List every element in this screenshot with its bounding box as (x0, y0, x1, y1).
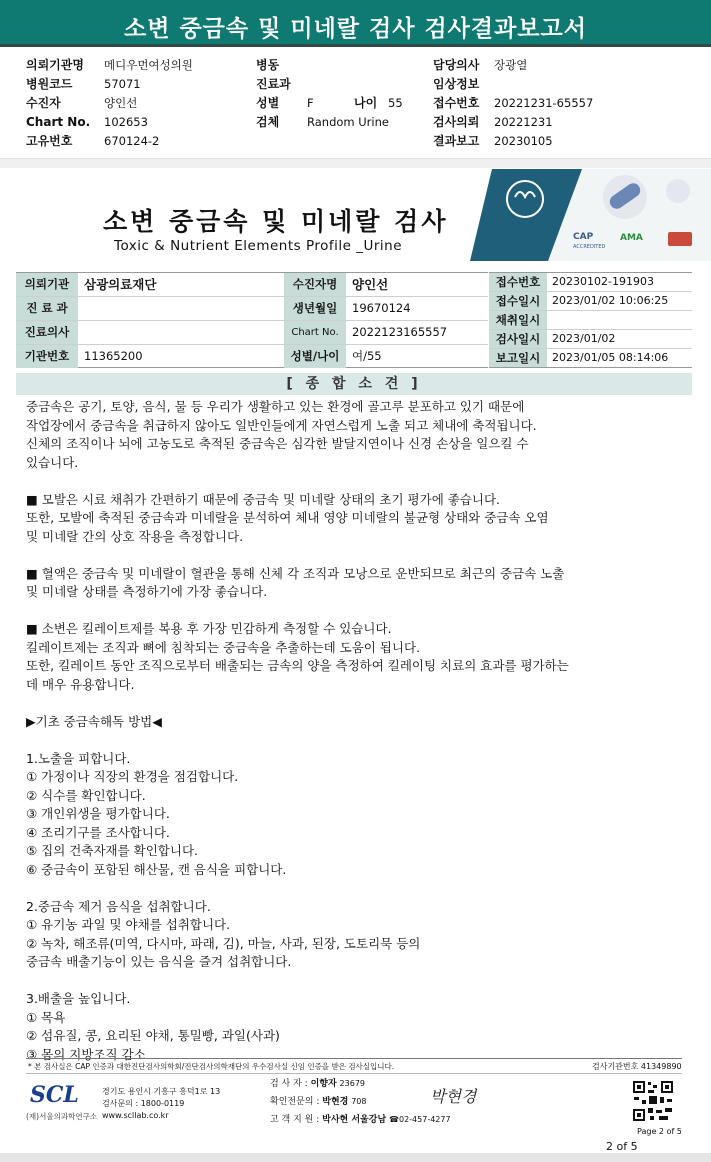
body-line: ⑤ 집의 건축자재를 확인합니다. (26, 843, 199, 858)
label-hospital-code: 병원코드 (26, 77, 73, 91)
body-line: ① 유기농 과일 및 야채를 섭취합니다. (26, 917, 231, 932)
summary-section-title: [ 종 합 소 견 ] (16, 373, 692, 395)
header-left-block (26, 56, 193, 151)
label-specimen: 검체 (256, 115, 280, 129)
body-line: 있습니다. (26, 454, 79, 470)
body-line: 신체의 조직이나 뇌에 고농도로 축적된 중금속은 심각한 발달지연이나 신경 손상을 일으킬 수 (26, 436, 529, 451)
label-info-receipt-no: 접수번호 (489, 273, 547, 291)
footer-staff (270, 1075, 451, 1129)
label-request-date: 검사의뢰 (433, 115, 480, 129)
body-line: ■ 혈액은 중금속 및 미네랄이 혈관을 통해 신체 각 조직과 모낭으로 운반되므로 최근의 중금속 노출 (26, 565, 565, 581)
value-info-birth: 19670124 (352, 301, 411, 315)
accreditation-logo-text: AMA (620, 233, 643, 243)
body-line: 3.배출을 높입니다. (26, 991, 131, 1006)
body-line: ③ 개인위생을 평가합니다. (26, 806, 170, 821)
footer-address (102, 1086, 220, 1122)
value-unique-no: 670124-2 (104, 134, 160, 148)
body-line: ④ 조리기구를 조사합니다. (26, 824, 170, 840)
body-line: 및 미네랄 상태를 측정하기에 가장 좋습니다. (26, 584, 268, 599)
body-blank-line (26, 731, 686, 750)
body-line: 2.중금속 제거 음식을 섭취합니다. (26, 898, 211, 914)
value-info-institution-code: 11365200 (84, 349, 143, 363)
page-indicator: 2 of 5 (606, 1140, 638, 1153)
label-info-name: 수진자명 (284, 273, 346, 296)
report-subtitle: Toxic & Nutrient Elements Profile _Urine (114, 238, 403, 254)
staff-support-name: 박사현 서울강남 (322, 1115, 387, 1125)
value-patient: 양인선 (104, 96, 138, 110)
staff-examiner-no: 23679 (339, 1079, 365, 1088)
value-institution-name: 메디우먼여성의원 (104, 58, 193, 72)
value-info-name: 양인선 (352, 277, 389, 292)
page-indicator-small: Page 2 of 5 (637, 1127, 682, 1136)
label-info-sex-age: 성별/나이 (284, 345, 346, 368)
label-age: 나이 (354, 96, 378, 110)
body-line: 1.노출을 피합니다. (26, 750, 131, 766)
scl-logo: SCL (30, 1082, 79, 1108)
label-unique-no: 고유번호 (26, 134, 73, 148)
scl-logo-subtitle: (재)서울의과학연구소 (26, 1112, 98, 1121)
cap-badge (573, 233, 605, 252)
body-blank-line (26, 694, 686, 713)
value-info-chart: 2022123165557 (352, 325, 448, 339)
body-line: ② 녹차, 해조류(미역, 다시마, 파래, 김), 마늘, 사과, 된장, 도토리묵 등의 (26, 935, 421, 951)
staff-support-phone: ☎02-457-4277 (389, 1115, 451, 1124)
report-title-bar (0, 0, 711, 47)
body-line: 작업장에서 중금속을 취급하지 않아도 일반인들에게 자연스럽게 노출 되고 체내에 축적됩니다. (26, 417, 537, 433)
staff-specialist-label: 확인전문의 : (270, 1097, 320, 1107)
body-line: 또한, 킬레이트 동안 조직으로부터 배출되는 금속의 양을 측정하여 킬레이팅 치료의 효과를 평가하는 (26, 658, 569, 673)
staff-specialist-no: 708 (351, 1097, 367, 1106)
body-line: ② 섬유질, 콩, 요리된 야채, 통밀빵, 과일(사과) (26, 1028, 280, 1043)
footer-address-line-1: 경기도 용인시 기흥구 흥덕1로 13 (102, 1087, 221, 1096)
label-info-collection-datetime: 채취일시 (489, 311, 547, 329)
body-line: 킬레이트제는 조직과 뼈에 침착되는 중금속을 추출하는데 도움이 됩니다. (26, 639, 421, 655)
value-info-report-datetime: 2023/01/05 08:14:06 (552, 351, 669, 364)
body-line: ■ 모발은 시료 채취가 간편하기 때문에 중금속 및 미네랄 상태의 초기 평가에 좋습니다. (26, 491, 501, 507)
label-info-chart: Chart No. (284, 321, 346, 344)
label-info-doctor: 진료의사 (16, 321, 78, 344)
footer-website: www.scllab.co.kr (102, 1111, 169, 1120)
label-ward: 병동 (256, 58, 280, 72)
label-info-receipt-datetime: 접수일시 (489, 292, 547, 310)
body-blank-line (26, 972, 686, 991)
label-info-exam-datetime: 검사일시 (489, 330, 547, 348)
body-line: ③ 몸의 지방조직 감소 (26, 1046, 146, 1062)
footer-address-line-2: 검사문의 : 1800-0119 (102, 1099, 185, 1108)
summary-body (26, 398, 686, 1064)
value-receipt-no: 20221231-65557 (494, 96, 594, 110)
value-info-sex-age: 여/55 (352, 349, 382, 363)
body-blank-line (26, 472, 686, 491)
qr-code-icon (632, 1080, 674, 1122)
lab-logo-mark (668, 232, 692, 246)
cap-badge-text: CAP (573, 232, 594, 242)
accreditation-logos (620, 233, 643, 243)
value-physician: 장광열 (494, 58, 528, 72)
page-divider (0, 158, 711, 168)
body-blank-line (26, 879, 686, 898)
label-info-department: 진 료 과 (16, 297, 78, 320)
header-right-block (433, 56, 594, 151)
value-report-date: 20230105 (494, 134, 553, 148)
label-institution-name: 의뢰기관명 (26, 58, 84, 72)
footer-divider-2 (26, 1073, 682, 1074)
report-main-title: 소변 중금속 및 미네랄 검사 검사결과보고서 (124, 16, 587, 42)
value-info-receipt-no: 20230102-191903 (552, 275, 654, 288)
label-physician: 담당의사 (433, 58, 480, 72)
value-info-exam-datetime: 2023/01/02 (552, 332, 616, 345)
body-line: 중금속 배출기능이 있는 음식을 즐겨 섭취합니다. (26, 954, 292, 969)
label-info-institution-code: 기관번호 (16, 345, 78, 368)
header-mid-block (256, 56, 426, 132)
label-patient: 수진자 (26, 96, 61, 110)
staff-examiner-name: 이향자 (310, 1079, 337, 1089)
staff-support-label: 고 객 지 원 : (270, 1115, 320, 1125)
body-line: ▶기초 중금속해독 방법◀ (26, 713, 162, 729)
label-info-report-datetime: 보고일시 (489, 349, 547, 367)
footer-accreditation-note: * 본 검사실은 CAP 인증과 대한진단검사의학회/진단검사의학재단의 우수검사실 신임 인증을 받은 검사실입니다. (28, 1062, 395, 1071)
value-hospital-code: 57071 (104, 77, 141, 91)
body-blank-line (26, 602, 686, 621)
value-chart-no: 102653 (104, 115, 148, 129)
body-line: 또한, 모발에 축적된 중금속과 미네랄을 분석하여 체내 영양 미네랄의 불균형 상태와 중금속 오염 (26, 510, 549, 525)
label-receipt-no: 접수번호 (433, 96, 480, 110)
value-age: 55 (388, 96, 403, 110)
body-line: ① 목욕 (26, 1009, 66, 1025)
staff-examiner-label: 검 사 자 : (270, 1079, 308, 1089)
body-line: 데 매우 유용합니다. (26, 676, 135, 692)
body-line: ⑥ 중금속이 포함된 해산물, 캔 음식을 피합니다. (26, 861, 287, 877)
footer-divider (26, 1058, 682, 1059)
body-line: ② 식수를 확인합니다. (26, 787, 146, 803)
body-line: 및 미네랄 간의 상호 작용을 측정합니다. (26, 528, 244, 544)
specialist-signature: 박현경 (430, 1087, 477, 1106)
body-blank-line (26, 546, 686, 565)
label-chart-no: Chart No. (26, 115, 91, 129)
label-info-institution: 의뢰기관 (16, 273, 78, 296)
body-line: ① 가정이나 직장의 환경을 점검합니다. (26, 769, 239, 784)
value-specimen: Random Urine (307, 115, 389, 129)
info-grid-right (489, 272, 692, 368)
value-sex: F (307, 96, 314, 110)
footer-lab-number: 검사기관번호 41349890 (592, 1062, 682, 1071)
label-department: 진료과 (256, 77, 291, 91)
cap-badge-sub: ACCREDITED (573, 244, 606, 250)
value-info-receipt-datetime: 2023/01/02 10:06:25 (552, 294, 669, 307)
value-request-date: 20221231 (494, 115, 553, 129)
label-info-birth: 생년월일 (284, 297, 346, 320)
bottom-bar (0, 1153, 711, 1162)
body-line: 중금속은 공기, 토양, 음식, 물 등 우리가 생활하고 있는 환경에 골고루 분포하고 있기 때문에 (26, 399, 525, 414)
label-clinical-info: 임상정보 (433, 77, 480, 91)
value-info-institution: 삼광의료재단 (84, 277, 157, 292)
report-title: 소변 중금속 및 미네랄 검사 (103, 207, 449, 236)
label-sex: 성별 (256, 96, 280, 110)
staff-specialist-name: 박현경 (322, 1097, 349, 1107)
body-line: ■ 소변은 킬레이트제를 복용 후 가장 민감하게 측정할 수 있습니다. (26, 621, 392, 636)
label-report-date: 결과보고 (433, 134, 480, 148)
info-grid-left (16, 272, 488, 368)
